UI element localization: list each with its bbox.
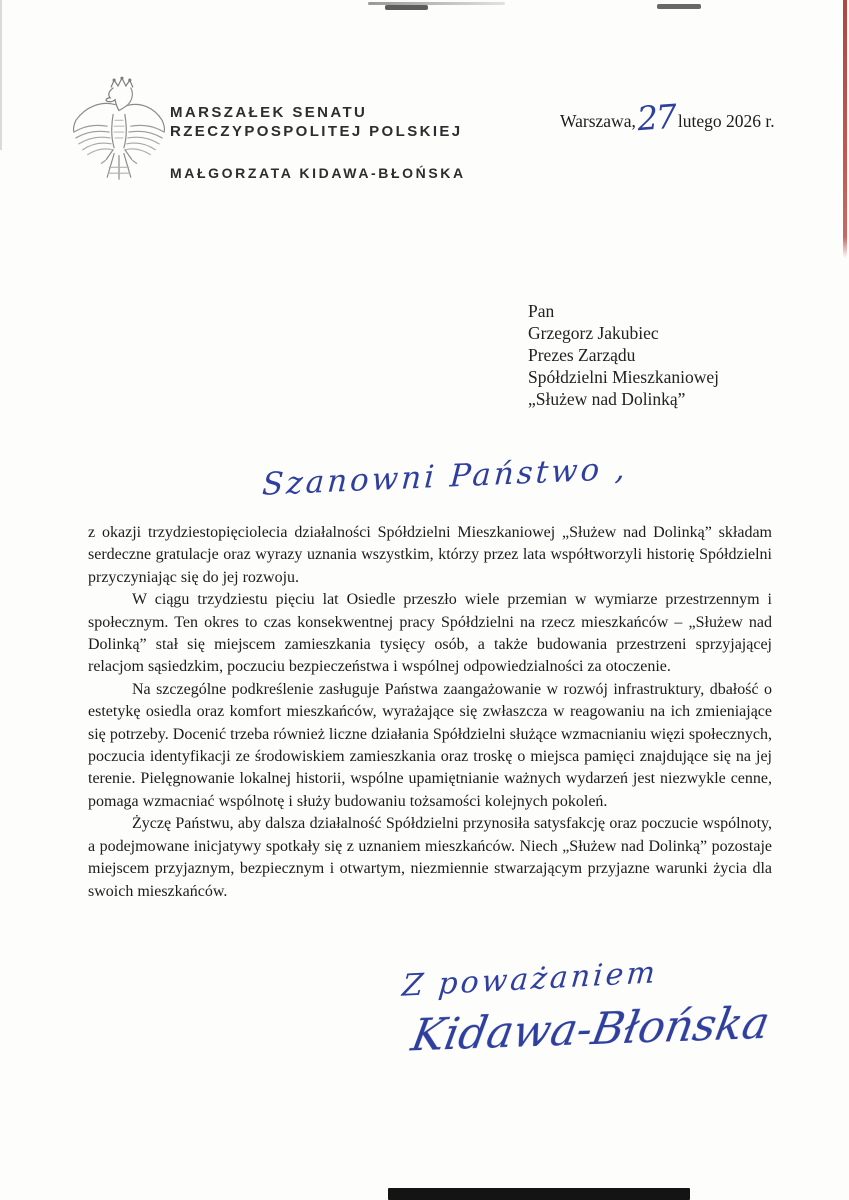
body-paragraph: W ciągu trzydziestu pięciu lat Osiedle przeszło wiele przemian w wymiarze przestrzennym i społecznym. Ten okres to czas konsekwentnej pracy Spółdzielni na rzecz mieszkańców – „Służew nad Dolinką” stał się miejscem zamieszkania tysięcy osób, a także budowania przestrzeni sprzyjającej relacjom sąsiedzkim, poczuciu bezpieczeństwa i wspólnej odpowiedzialności za otoczenie. <box>88 591 772 676</box>
scan-dash-top-left <box>385 5 428 10</box>
official-name: MAŁGORZATA KIDAWA-BŁOŃSKA <box>170 165 466 181</box>
body-paragraph: Na szczególne podkreślenie zasługuje Państwa zaangażowanie w rozwój infrastruktury, dbałość o estetykę osiedla oraz komfort mieszkańców, wyrażające się zwłaszcza w reagowaniu na ich zmieniające się potrzeby. Docenić trzeba również liczne działania Spółdzielni służące wzmacnianiu więzi społecznych, poczucia identyfikacji ze środowiskiem zamieszkania oraz troskę o miejsca pamięci znajdujące się na jej terenie. Pielęgnowanie lokalnej historii, wspólne upamiętnianie ważnych wydarzeń jest niezwykle cenne, pomaga wzmacniać wspólnotę i służy budowaniu tożsamości kolejnych pokoleń. <box>88 680 772 810</box>
handwritten-salutation: Szanowni Państwo , <box>261 450 630 503</box>
body-paragraph: z okazji trzydziestopięciolecia działalności Spółdzielni Mieszkaniowej „Służew nad Dolinką” składam serdeczne gratulacje oraz wyrazy uznania wszystkim, którzy przez lata współtworzyli historię Spółdzielni przyczyniając się do jej rozwoju. <box>88 524 772 586</box>
polish-eagle-icon <box>70 74 168 196</box>
body-paragraph: Życzę Państwu, aby dalsza działalność Spółdzielni przynosiła satysfakcję oraz poczucie wspólnoty, a podejmowane inicjatywy spotkały się z uznaniem mieszkańców. Niech „Służew nad Dolinką” pozostaje miejscem przyjaznym, bezpiecznym i otwartym, niezmiennie stwarzającym przyjazne warunki życia dla swoich mieszkańców. <box>88 815 772 900</box>
office-title-line2: RZECZYPOSPOLITEJ POLSKIEJ <box>170 123 463 140</box>
recipient-line: Grzegorz Jakubiec <box>528 323 659 343</box>
recipient-block <box>528 300 719 410</box>
handwritten-signature: Kidawa-Błońska <box>407 997 774 1062</box>
dateline-city: Warszawa, <box>560 111 636 131</box>
dateline-rest: lutego 2026 r. <box>677 111 775 131</box>
recipient-line: Pan <box>528 301 555 321</box>
scan-dash-top-right <box>657 4 701 9</box>
letterhead-office <box>170 103 463 141</box>
recipient-line: „Służew nad Dolinką” <box>528 389 686 409</box>
handwritten-valediction: Z poważaniem <box>400 955 660 1004</box>
scan-black-bar-bottom <box>388 1188 690 1200</box>
dateline-handwritten-day: 27 <box>635 96 677 139</box>
dateline <box>560 96 775 139</box>
office-title-line1: MARSZAŁEK SENATU <box>170 104 368 121</box>
letter-body <box>88 522 772 903</box>
recipient-line: Prezes Zarządu <box>528 345 636 365</box>
scan-red-line-right <box>843 0 847 258</box>
scan-edge-left <box>0 0 2 150</box>
recipient-line: Spółdzielni Mieszkaniowej <box>528 367 720 387</box>
